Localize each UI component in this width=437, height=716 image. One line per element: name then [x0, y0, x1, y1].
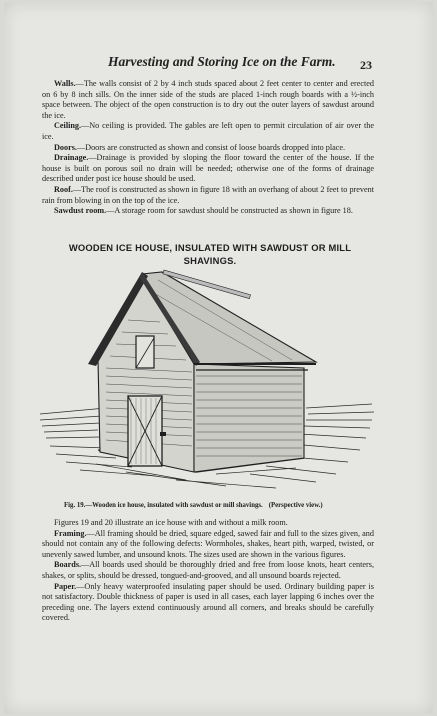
paragraph-lead: Sawdust room.	[54, 206, 107, 216]
paragraph-paper	[42, 582, 374, 624]
paragraph-drainage	[42, 153, 374, 185]
paragraph-ceiling	[42, 121, 374, 142]
ice-house-illustration	[36, 268, 380, 496]
figure-heading: WOODEN ICE HOUSE, INSULATED WITH SAWDUST OR MILL SHAVINGS.	[68, 242, 352, 266]
caption-text: Fig. 19.—Wooden ice house, insulated with sawdust or mill shavings.	[64, 502, 263, 509]
paragraph-sawdust-room	[42, 206, 374, 217]
paragraph-roof	[42, 185, 374, 206]
running-title: Harvesting and Storing Ice on the Farm.	[108, 54, 336, 69]
paragraph-framing	[42, 529, 374, 561]
paragraph-lead: Walls.	[54, 79, 76, 88]
text-block-top	[42, 79, 374, 217]
paragraph-text: —Doors are constructed as shown and consist of loose boards dropped into place.	[76, 142, 346, 152]
paragraph-boards	[42, 560, 374, 581]
paragraph-text: —The roof is constructed as shown in figure 18 with an overhang of about 2 feet to prevent rain from blowing in on the top of the ice.	[42, 184, 374, 205]
paragraph-text: —Only heavy waterproofed insulating paper should be used. Ordinary building paper is not satisfactory. Double thickness of paper is used in all cases, each layer lapping 6 inches over the preceding one. The layers extend continuously around all corners, and breaks should be carefully covered.	[42, 581, 374, 623]
text-block-bottom	[42, 518, 374, 624]
paragraph-lead: Paper.	[54, 581, 77, 591]
paragraph-lead: Ceiling.	[54, 121, 82, 131]
paragraph-text: —Drainage is provided by sloping the floor toward the center of the house. If the house is built on porous soil no drain will be needed; otherwise one of the forms of drainage described under post ice house should be used.	[42, 153, 374, 184]
paragraph-lead: Boards.	[54, 560, 82, 570]
paragraph-text: —The walls consist of 2 by 4 inch studs spaced about 2 feet center to center and erected on 6 by 8 inch sills. On the inner side of the studs are placed 1-inch rough boards with a ½-inch space between. The object of the open construction is to dry out the outer layers of sawdust around the ice.	[42, 79, 374, 120]
paragraph-lead: Doors.	[54, 142, 77, 152]
paragraph-text: Figures 19 and 20 illustrate an ice house with and without a milk room.	[54, 518, 288, 527]
page-header	[0, 52, 437, 72]
paragraph-doors	[42, 143, 374, 154]
paragraph-walls	[42, 79, 374, 121]
paragraph-lead: Framing.	[54, 528, 87, 538]
paragraph-intro	[42, 518, 374, 529]
page-number: 23	[360, 58, 372, 72]
paragraph-text: —All boards used should be thoroughly dried and free from loose knots, heart centers, shakes, or splits, should be dressed, tongued-and-grooved, and all unsound boards rejected.	[42, 560, 374, 580]
paragraph-text: —All framing should be dried, square edged, sawed fair and full to the sizes given, and should not contain any of the following defects: Wormholes, shakes, heart pith, warped, twisted, or unevenly sawed lumber, and unsound knots. The sizes used are shown in the various figures.	[42, 528, 374, 559]
paragraph-lead: Roof.	[54, 184, 73, 194]
paragraph-text: —No ceiling is provided. The gables are left open to permit circulation of air over the ice.	[42, 121, 374, 141]
paragraph-text: —A storage room for sawdust should be constructed as shown in figure 18.	[106, 206, 353, 216]
paragraph-lead: Drainage.	[54, 153, 89, 163]
figure-caption	[64, 502, 384, 509]
caption-view: (Perspective view.)	[268, 502, 323, 509]
